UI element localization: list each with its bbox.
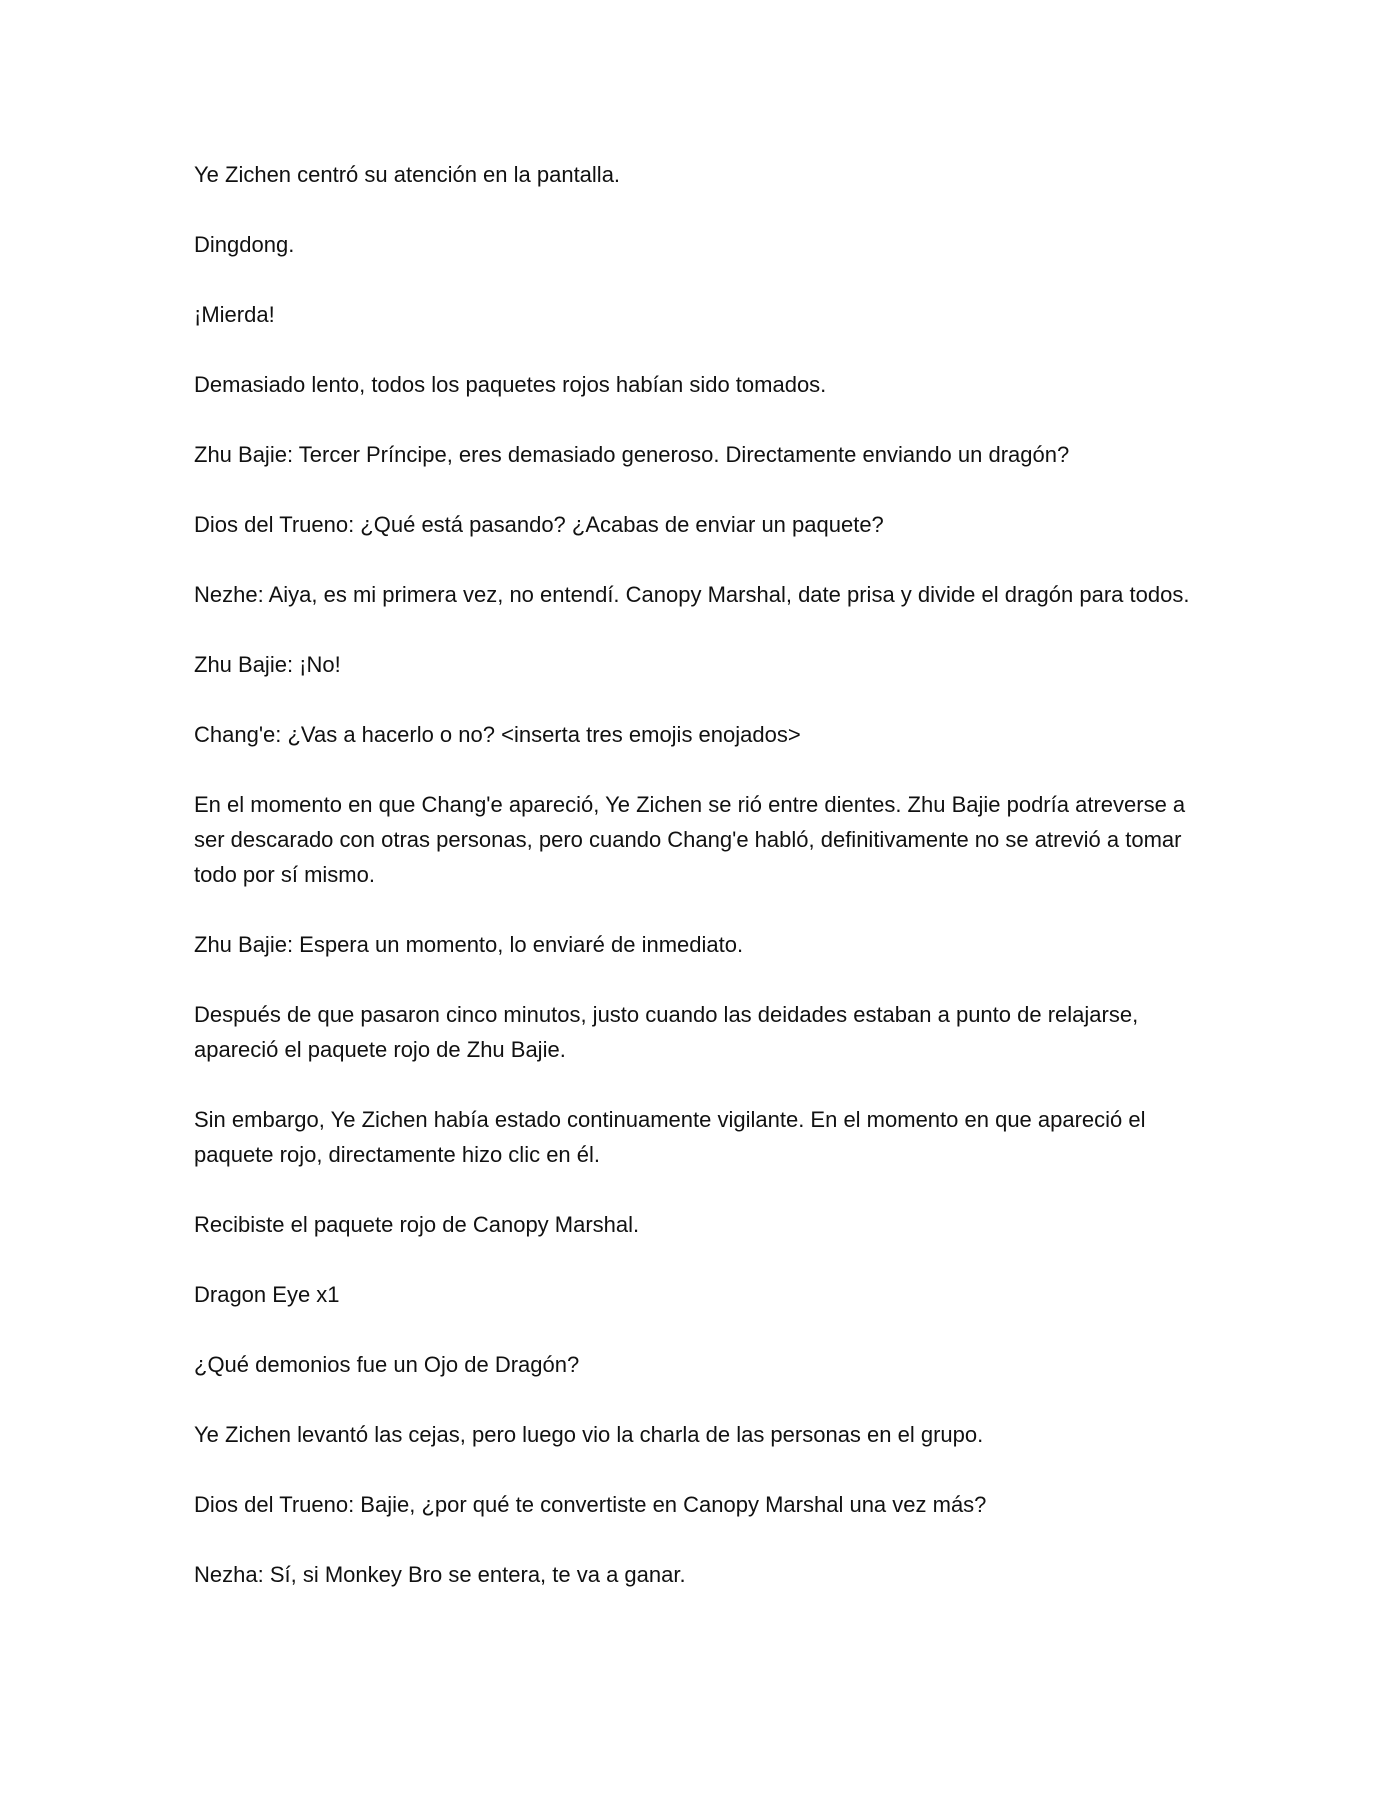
paragraph: ¡Mierda! — [194, 302, 275, 327]
paragraph: Dios del Trueno: Bajie, ¿por qué te convertiste en Canopy Marshal una vez más? — [194, 1492, 987, 1517]
paragraph: Zhu Bajie: Espera un momento, lo enviaré de inmediato. — [194, 932, 744, 957]
paragraph: Zhu Bajie: Tercer Príncipe, eres demasiado generoso. Directamente enviando un dragón? — [194, 442, 1070, 467]
document-body — [194, 157, 1214, 1627]
paragraph: Recibiste el paquete rojo de Canopy Marshal. — [194, 1212, 640, 1237]
paragraph: Demasiado lento, todos los paquetes rojos habían sido tomados. — [194, 372, 827, 397]
paragraph: En el momento en que Chang'e apareció, Ye Zichen se rió entre dientes. Zhu Bajie podría atreverse a ser descarado con otras personas, pero cuando Chang'e habló, definitivamente no se atrevió a tomar todo por sí mismo. — [194, 792, 1186, 887]
paragraph: Después de que pasaron cinco minutos, justo cuando las deidades estaban a punto de relajarse, apareció el paquete rojo de Zhu Bajie. — [194, 1002, 1139, 1062]
paragraph: Dingdong. — [194, 232, 295, 257]
paragraph: ¿Qué demonios fue un Ojo de Dragón? — [194, 1352, 580, 1377]
paragraph: Dragon Eye x1 — [194, 1282, 340, 1307]
paragraph: Sin embargo, Ye Zichen había estado continuamente vigilante. En el momento en que apareció el paquete rojo, directamente hizo clic en él. — [194, 1107, 1146, 1167]
paragraph: Nezhe: Aiya, es mi primera vez, no entendí. Canopy Marshal, date prisa y divide el dragón para todos. — [194, 582, 1190, 607]
paragraph: Dios del Trueno: ¿Qué está pasando? ¿Acabas de enviar un paquete? — [194, 512, 884, 537]
paragraph: Ye Zichen centró su atención en la pantalla. — [194, 162, 621, 187]
paragraph: Ye Zichen levantó las cejas, pero luego vio la charla de las personas en el grupo. — [194, 1422, 984, 1447]
paragraph: Nezha: Sí, si Monkey Bro se entera, te va a ganar. — [194, 1562, 686, 1587]
paragraph: Zhu Bajie: ¡No! — [194, 652, 341, 677]
paragraph: Chang'e: ¿Vas a hacerlo o no? <inserta tres emojis enojados> — [194, 722, 801, 747]
